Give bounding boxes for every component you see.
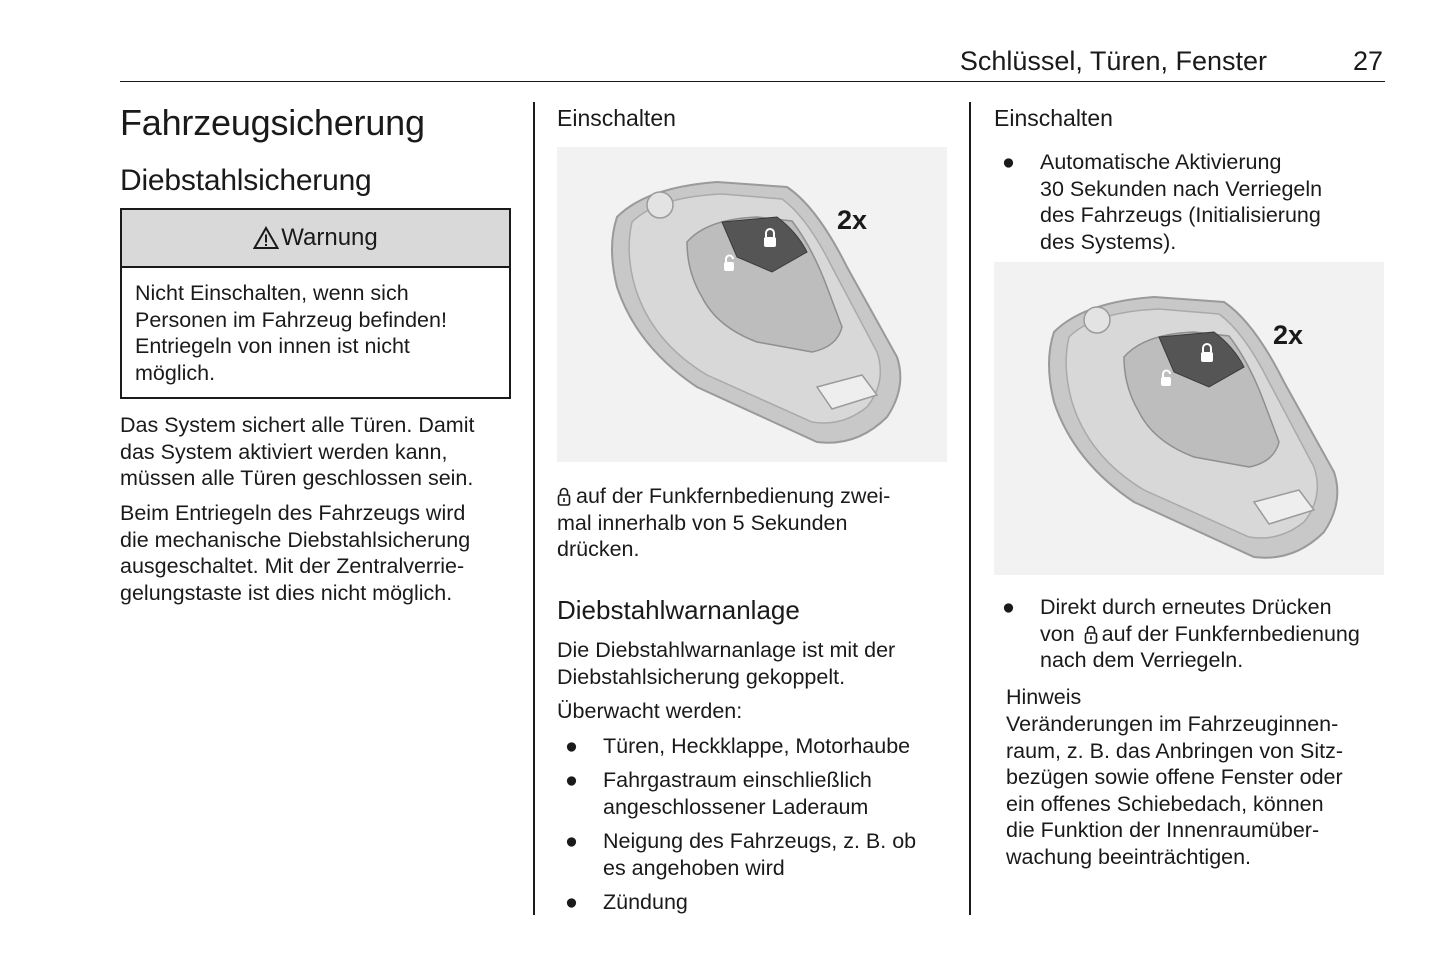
subsection-heading: Diebstahlsicherung xyxy=(120,164,372,197)
paragraph xyxy=(120,500,470,606)
text-line: mal innerhalb von 5 Sekunden xyxy=(557,510,848,535)
warning-line: Entriegeln von innen ist nicht xyxy=(135,334,410,359)
warning-header xyxy=(122,210,509,268)
page-number: 27 xyxy=(1352,46,1383,76)
note-text: Veränderungen im Fahrzeuginnen- raum, z. B. das Anbringen von Sitz- bezügen sowie offene Fenster oder ein offenes Schiebedach, können die Funktion der Innenraumüber- wachung beeinträchtigen. xyxy=(1006,712,1343,869)
text-line: ausgeschaltet. Mit der Zentralverrie- xyxy=(120,554,465,579)
text-line: müssen alle Türen geschlossen sein. xyxy=(120,466,474,491)
column-divider xyxy=(969,102,971,915)
lock-icon xyxy=(557,486,571,506)
page-header xyxy=(120,44,1385,82)
warning-line: möglich. xyxy=(135,360,216,385)
text-line: Beim Entriegeln des Fahrzeugs wird xyxy=(120,501,466,525)
section-heading: Fahrzeugsicherung xyxy=(120,102,425,143)
header-title: Schlüssel, Türen, Fenster xyxy=(959,46,1267,76)
warning-line: Nicht Einschalten, wenn sich xyxy=(135,281,409,305)
column-divider xyxy=(533,102,535,915)
section-heading: Diebstahlwarnanlage xyxy=(557,595,800,625)
warning-title: Warnung xyxy=(281,224,378,251)
text-line: das System aktiviert werden kann, xyxy=(120,439,448,464)
car-key-fob-figure xyxy=(994,262,1384,575)
text-line: auf der Funkfernbedienung zwei- xyxy=(557,483,890,510)
text-line: Diebstahlsicherung gekoppelt. xyxy=(557,664,846,689)
warning-box xyxy=(120,208,511,399)
text-line: Die Diebstahlwarnanlage ist mit der xyxy=(557,638,896,662)
key-fob-illustration xyxy=(557,147,947,462)
warning-body xyxy=(122,268,509,398)
warning-line: Personen im Fahrzeug befinden! xyxy=(135,307,447,332)
text-line: drücken. xyxy=(557,537,640,562)
text-line: Das System sichert alle Türen. Damit xyxy=(120,413,475,437)
lock-icon xyxy=(1084,624,1098,644)
paragraph xyxy=(120,412,474,492)
text-line: gelungstaste ist dies nicht möglich. xyxy=(120,580,453,605)
subsection-heading: Einschalten xyxy=(557,105,676,131)
paragraph xyxy=(557,637,895,690)
press-count-label: 2x xyxy=(837,205,868,235)
monitored-intro: Überwacht werden: xyxy=(557,699,743,723)
key-fob-illustration xyxy=(994,262,1384,575)
warning-triangle-icon xyxy=(253,226,279,250)
car-key-fob-figure xyxy=(557,147,947,462)
text-line: die mechanische Diebstahlsicherung xyxy=(120,527,471,552)
note-heading: Hinweis xyxy=(1006,685,1082,709)
press-count-label: 2x xyxy=(1273,320,1304,350)
figure-caption xyxy=(557,483,890,563)
subsection-heading: Einschalten xyxy=(994,105,1113,131)
